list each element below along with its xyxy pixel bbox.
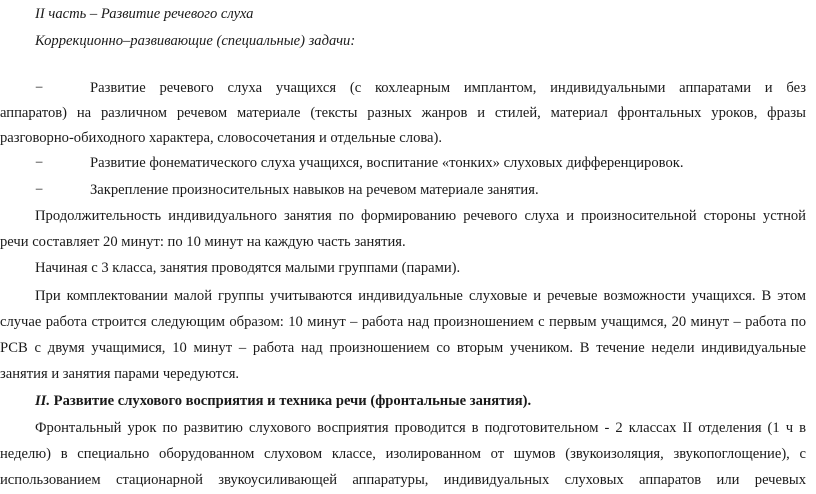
tasks-heading: Коррекционно–развивающие (специальные) задачи: [35, 33, 356, 49]
paragraph-line: РСВ с двумя учащимися, 10 минут – работа над произношением со вторым учеником. В течение недели индивидуальные [0, 340, 806, 356]
bullet-1-line-1: Развитие речевого слуха учащихся (с кохлеарным имплантом, индивидуальными аппаратами и без [90, 80, 806, 96]
bullet-2-text: Развитие фонематического слуха учащихся, воспитание «тонких» слуховых дифференцировок. [90, 155, 684, 171]
paragraph-line: Продолжительность индивидуального занятия по формированию речевого слуха и произносительной стороны устной [35, 208, 806, 224]
dash-marker: − [35, 182, 44, 198]
section-2-heading [35, 391, 531, 411]
bullet-1-line-2: аппаратов) на различном речевом материале (тексты разных жанров и стилей, материал фронтальных уроков, фразы [0, 105, 806, 121]
section-title: Развитие слухового восприятия и техника речи (фронтальные занятия). [53, 393, 532, 409]
section-heading: II часть – Развитие речевого слуха [35, 6, 254, 22]
bullet-1-line-3: разговорно-обиходного характера, словосочетания и отдельные слова). [0, 130, 443, 146]
dash-marker: − [35, 155, 44, 171]
dash-marker: − [35, 80, 44, 96]
paragraph-line: Фронтальный урок по развитию слухового восприятия проводится в подготовительном - 2 классах II отделения (1 ч в [35, 420, 806, 436]
section-number: II. [35, 393, 51, 409]
paragraph-line: случае работа строится следующим образом: 10 минут – работа над произношением с первым учащимся, 20 минут – работа по [0, 314, 806, 330]
paragraph-line: неделю) в специально оборудованном слуховом классе, изолированном от шумов (звукоизоляция, звукопоглощение), с [0, 446, 806, 462]
paragraph-line: речи составляет 20 минут: по 10 минут на каждую часть занятия. [0, 234, 406, 250]
paragraph-line: использованием стационарной звукоусиливающей аппаратуры, индивидуальных слуховых аппаратов или речевых [0, 472, 806, 488]
paragraph-line: При комплектовании малой группы учитываются индивидуальные слуховые и речевые возможности учащихся. В этом [35, 288, 806, 304]
paragraph-line: занятия и занятия парами чередуются. [0, 366, 240, 382]
paragraph-groups: Начиная с 3 класса, занятия проводятся малыми группами (парами). [35, 260, 461, 276]
bullet-3-text: Закрепление произносительных навыков на речевом материале занятия. [90, 182, 539, 198]
